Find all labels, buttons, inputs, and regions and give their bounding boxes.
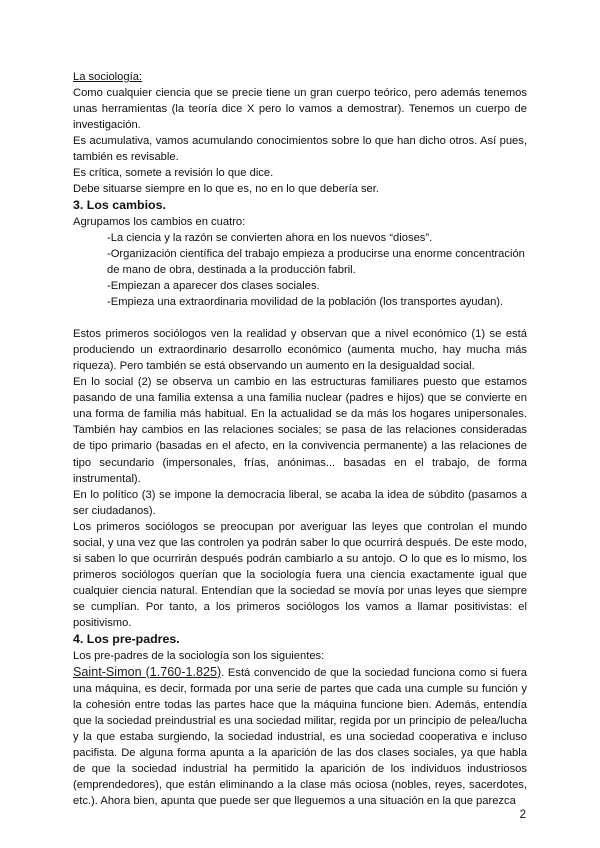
paragraph: En lo social (2) se observa un cambio en las estructuras familiares puesto que estamos pasando de una familia extensa a una familia nuclear (padres e hijos) que se convierte en una forma de familia más habitual. En la actualidad se da más los hogares unipersonales. También hay cambios en las relaciones sociales; se pasa de las relaciones consideradas de tipo primario (basadas en el afecto, en la convivencia permanente) a las relaciones de tipo secundario (impersonales, frías, anónimas... basadas en el trabajo, de forma instrumental). xyxy=(73,376,527,485)
saint-simon-name: Saint-Simon (1.760-1.825) xyxy=(73,664,222,679)
page-number: 2 xyxy=(519,809,526,821)
list-item: -Empieza una extraordinaria movilidad de la población (los transportes ayudan). xyxy=(107,296,504,309)
changes-list xyxy=(73,230,527,310)
heading-cambios: 3. Los cambios. xyxy=(73,198,166,213)
paragraph: Debe situarse siempre en lo que es, no en lo que debería ser. xyxy=(73,183,379,196)
paragraph: Como cualquier ciencia que se precie tiene un gran cuerpo teórico, pero además tenemos unas herramientas (la teoría dice X pero lo vamos a demostrar). Tenemos un cuerpo de investigación. xyxy=(73,87,527,132)
paragraph-intro: Agrupamos los cambios en cuatro: xyxy=(73,215,246,228)
list-item: -Empiezan a aparecer dos clases sociales. xyxy=(107,280,320,293)
document-body xyxy=(73,69,527,809)
blank-line xyxy=(73,310,527,326)
section-title-sociologia: La sociología: xyxy=(73,71,143,83)
paragraph-saint-simon xyxy=(73,664,527,809)
paragraph: Es acumulativa, vamos acumulando conocimientos sobre lo que han dicho otros. Así pues, también es revisable. xyxy=(73,135,527,164)
paragraph: Estos primeros sociólogos ven la realidad y observan que a nivel económico (1) se está produciendo un extraordinario desarrollo económico (aumenta mucho, hay mucha más riqueza). Pero también se está observando un aumento en la desigualdad social. xyxy=(73,328,527,373)
paragraph: Los primeros sociólogos se preocupan por averiguar las leyes que controlan el mundo social, y una vez que las controlen ya podrán saber lo que ocurrirá después. De este modo, si saben lo que ocurrirán después podrán cambiarlo a su antojo. O lo que es lo mismo, los primeros sociólogos querían que la sociología fuera una ciencia exactamente igual que cualquier ciencia natural. Entendían que la sociedad se movía por unas leyes que siempre se cumplían. Por tanto, a los primeros sociólogos los vamos a llamar positivistas: el positivismo. xyxy=(73,520,527,629)
list-item: -La ciencia y la razón se convierten ahora en los nuevos “dioses”. xyxy=(107,231,433,244)
paragraph-intro: Los pre-padres de la sociología son los siguientes: xyxy=(73,649,325,662)
paragraph: En lo político (3) se impone la democracia liberal, se acaba la idea de súbdito (pasamos a ser ciudadanos). xyxy=(73,488,527,517)
heading-prepadres: 4. Los pre-padres. xyxy=(73,632,180,647)
saint-simon-text: . Está convencido de que la sociedad funciona como si fuera una máquina, es decir, formada por una serie de partes que cada una cumple su función y la cohesión entre todas las partes hace que la máquina funcione bien. Además, entendía que la sociedad preindustrial es una sociedad militar, regida por un principio de pelea/lucha y la que estaba surgiendo, la sociedad industrial, es una sociedad cooperativa e incluso pacifista. De alguna forma apunta a la aparición de las dos clases sociales, ya que habla de que la sociedad industrial ha permitido la aparición de los individuos industriosos (emprendedores), que están eliminando a la clase más ociosa (nobles, reyes, sacerdotes, etc.). Ahora bien, apunta que puede ser que lleguemos a una situación en la que parezca xyxy=(73,666,527,807)
list-item: -Organización científica del trabajo empieza a producirse una enorme concentración de mano de obra, destinada a la producción fabril. xyxy=(107,247,525,277)
paragraph: Es crítica, somete a revisión lo que dice. xyxy=(73,167,274,180)
